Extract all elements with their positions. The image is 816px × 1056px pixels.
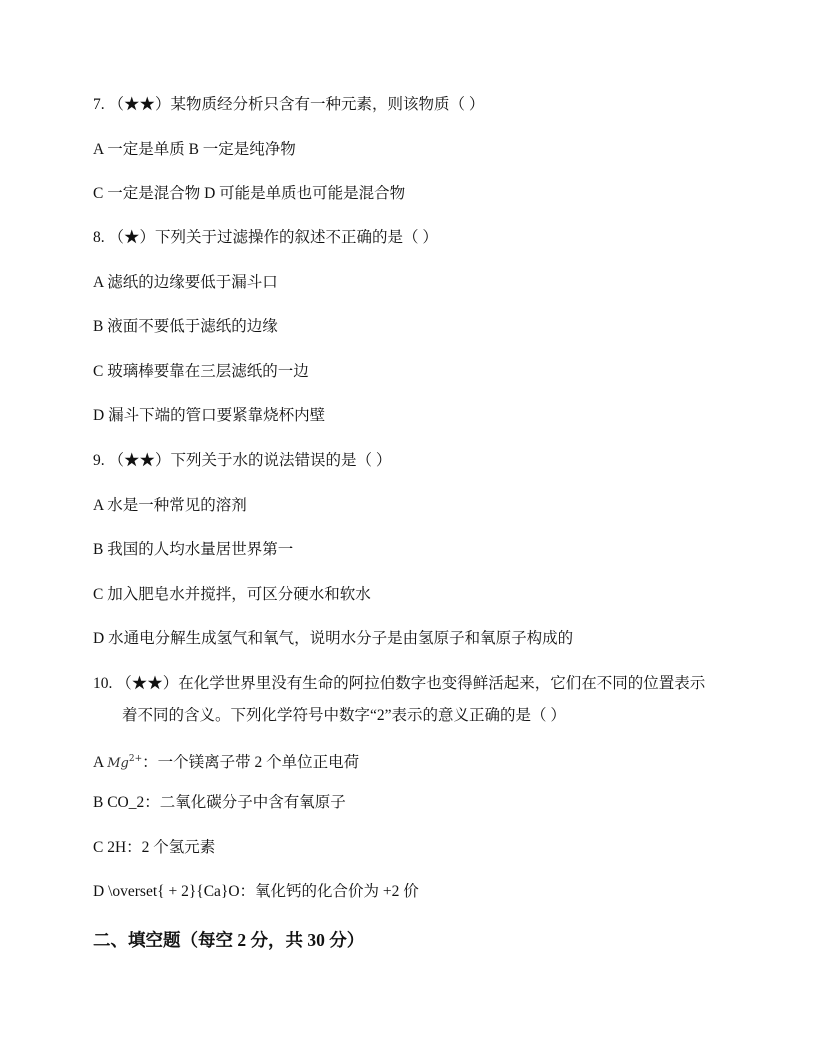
q8-option-b: B 液面不要低于滤纸的边缘 (93, 318, 278, 335)
section-heading-fill-in: 二、填空题（每空 2 分，共 30 分） (93, 930, 365, 950)
q10-option-a (93, 749, 359, 774)
q9-stem: 9. （★★）下列关于水的说法错误的是（ ） (93, 452, 392, 469)
q10-option-a-prefix: A (93, 754, 108, 771)
q8-option-d: D 漏斗下端的管口要紧靠烧杯内壁 (93, 407, 326, 424)
magnesium-ion-charge: 2+ (128, 754, 143, 764)
q9-option-b: B 我国的人均水量居世界第一 (93, 541, 294, 558)
q9-option-d: D 水通电分解生成氢气和氧气，说明水分子是由氢原子和氧原子构成的 (93, 630, 574, 647)
q8-option-c: C 玻璃棒要靠在三层滤纸的一边 (93, 363, 309, 380)
q10-stem-line1: 10. （★★）在化学世界里没有生命的阿拉伯数字也变得鲜活起来，它们在不同的位置表示 (93, 675, 706, 692)
q7-options-cd: C 一定是混合物 D 可能是单质也可能是混合物 (93, 185, 406, 202)
q10-stem-line2: 着不同的含义。下列化学符号中数字“2”表示的意义正确的是（ ） (122, 707, 566, 724)
q8-stem: 8. （★）下列关于过滤操作的叙述不正确的是（ ） (93, 229, 438, 246)
q9-option-a: A 水是一种常见的溶剂 (93, 497, 247, 514)
q8-option-a: A 滤纸的边缘要低于漏斗口 (93, 274, 278, 291)
q9-option-c: C 加入肥皂水并搅拌，可区分硬水和软水 (93, 586, 371, 603)
q7-options-ab: A 一定是单质 B 一定是纯净物 (93, 141, 296, 158)
magnesium-ion-symbol (107, 756, 142, 771)
q7-stem: 7. （★★）某物质经分析只含有一种元素，则该物质（ ） (93, 96, 485, 113)
q10-option-d: D \overset{ + 2}{Ca}O：氧化钙的化合价为 +2 价 (93, 883, 419, 900)
q10-option-a-text: ：一个镁离子带 2 个单位正电荷 (142, 754, 360, 771)
q10-option-b: B CO_2：二氧化碳分子中含有氧原子 (93, 794, 346, 811)
magnesium-symbol-base: Mg (107, 756, 129, 771)
q10-option-c: C 2H：2 个氢元素 (93, 839, 216, 856)
